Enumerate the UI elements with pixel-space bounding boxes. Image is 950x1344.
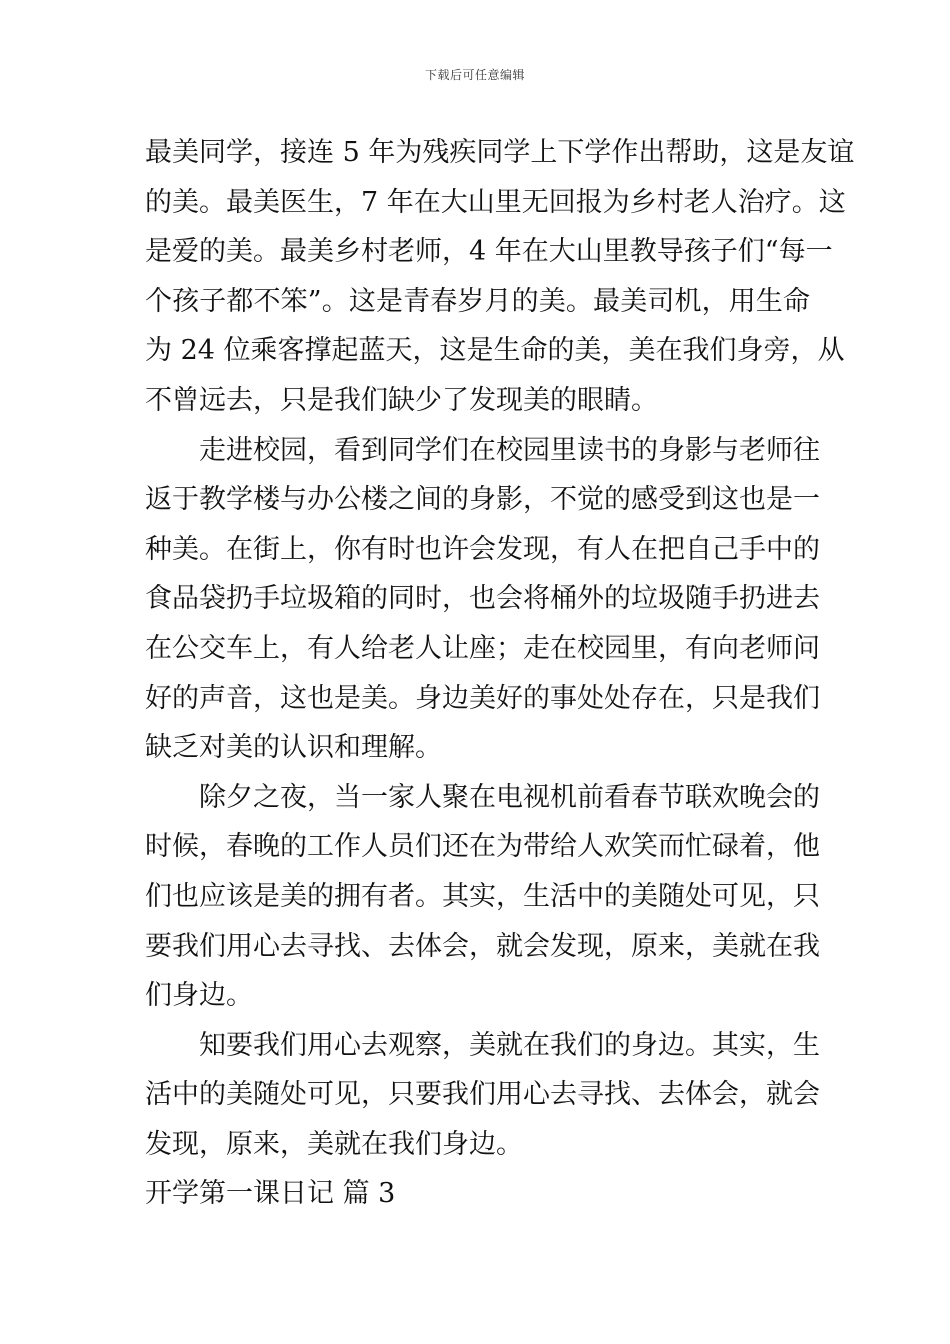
text-line: 最美同学，接连 5 年为残疾同学上下学作出帮助，这是友谊 (145, 137, 855, 168)
text-line: 个孩子都不笨”。这是青春岁月的美。最美司机，用生命 (145, 285, 810, 317)
paragraph-4 (145, 1021, 820, 1170)
text-line: 在公交车上，有人给老人让座；走在校园里，有向老师问 (145, 632, 820, 664)
text-line: 为 24 位乘客撑起蓝天，这是生命的美，美在我们身旁，从 (145, 335, 845, 367)
text-line: 不曾远去，只是我们缺少了发现美的眼睛。 (145, 384, 658, 416)
text-line: 时候，春晚的工作人员们还在为带给人欢笑而忙碌着，他 (145, 831, 820, 863)
text-line: 好的声音，这也是美。身边美好的事处处存在，只是我们 (145, 682, 820, 714)
text-line: 活中的美随处可见，只要我们用心去寻找、去体会，就会 (145, 1079, 820, 1111)
text-line: 走进校园，看到同学们在校园里读书的身影与老师往 (199, 434, 820, 466)
text-line: 知要我们用心去观察，美就在我们的身边。其实，生 (199, 1029, 820, 1061)
text-line: 的美。最美医生，7 年在大山里无回报为乡村老人治疗。这 (145, 186, 846, 218)
document-body (145, 128, 855, 1219)
text-line: 是爱的美。最美乡村老师，4 年在大山里教导孩子们“每一 (145, 236, 833, 268)
text-line: 们身边。 (145, 980, 253, 1012)
text-line: 缺乏对美的认识和理解。 (145, 732, 442, 764)
page-header-note: 下载后可任意编辑 (424, 68, 525, 82)
text-line: 们也应该是美的拥有者。其实，生活中的美随处可见，只 (145, 880, 820, 912)
text-line: 除夕之夜，当一家人聚在电视机前看春节联欢晚会的 (199, 781, 820, 813)
text-line: 食品袋扔手垃圾箱的同时，也会将桶外的垃圾随手扔进去 (145, 583, 820, 615)
text-line: 发现，原来，美就在我们身边。 (145, 1128, 523, 1160)
text-line: 种美。在街上，你有时也许会发现，有人在把自己手中的 (145, 533, 820, 565)
text-line: 返于教学楼与办公楼之间的身影，不觉的感受到这也是一 (145, 484, 820, 516)
paragraph-2 (145, 426, 820, 773)
section-heading: 开学第一课日记 篇 3 (145, 1178, 396, 1210)
text-line: 要我们用心去寻找、去体会，就会发现，原来，美就在我 (145, 930, 820, 962)
paragraph-1 (145, 128, 855, 426)
paragraph-3 (145, 773, 820, 1021)
